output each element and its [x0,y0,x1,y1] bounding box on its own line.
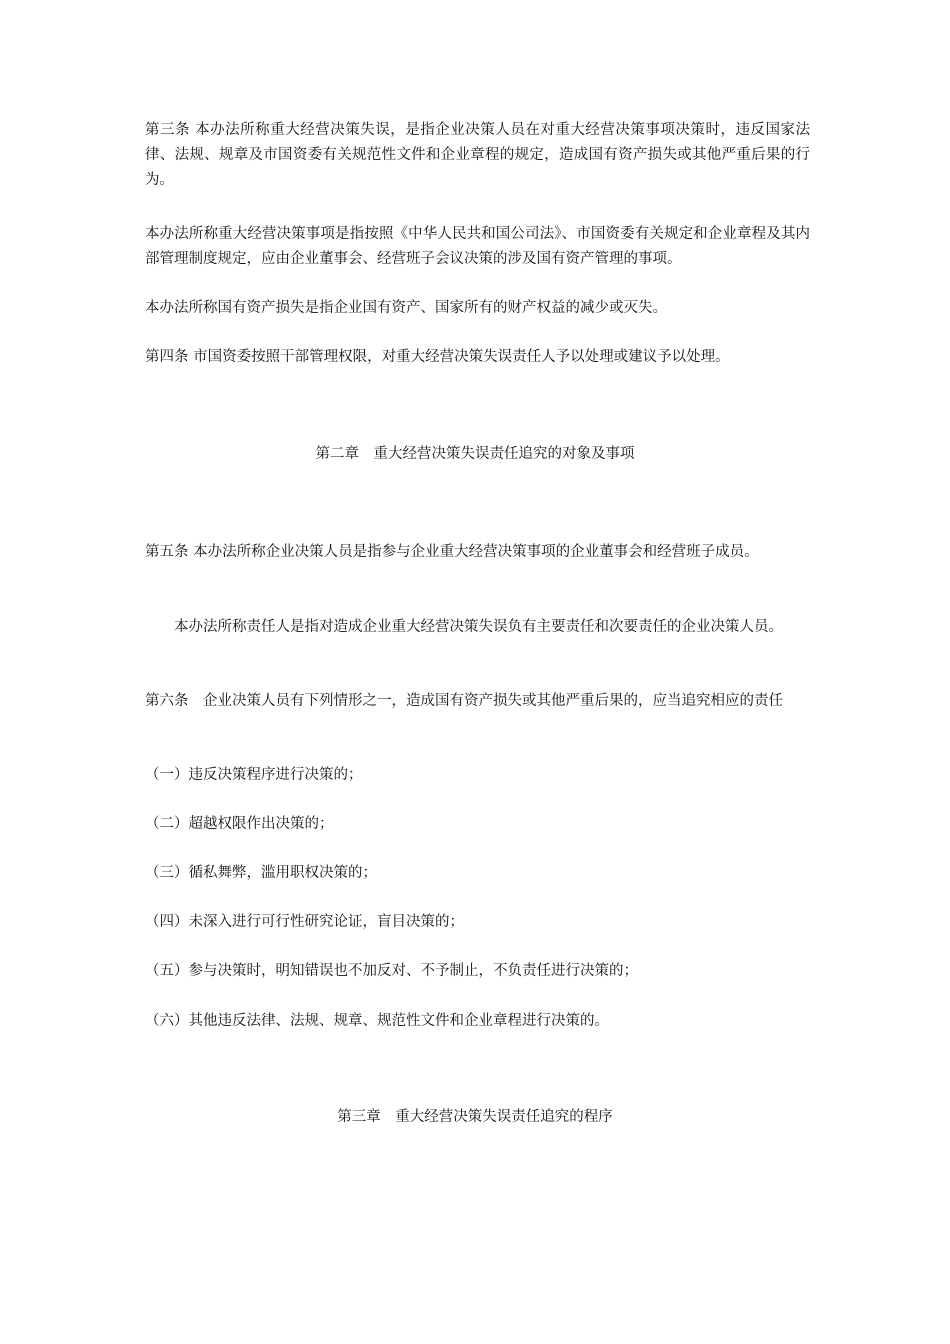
article-3-paragraph-1: 第三条 本办法所称重大经营决策失误，是指企业决策人员在对重大经营决策事项决策时，违反国家法律、法规、规章及市国资委有关规范性文件和企业章程的规定，造成国有资产损失或其他严重后果的行为。 [145,122,810,188]
article-4-paragraph: 第四条 市国资委按照干部管理权限，对重大经营决策失误责任人予以处理或建议予以处理。 [145,349,730,365]
list-item: （五）参与决策时，明知错误也不加反对、不予制止，不负责任进行决策的； [145,963,638,979]
article-3-paragraph-2: 本办法所称重大经营决策事项是指按照《中华人民共和国公司法》、市国资委有关规定和企业章程及其内部管理制度规定，应由企业董事会、经营班子会议决策的涉及国有资产管理的事项。 [145,226,810,267]
list-item: （四）未深入进行可行性研究论证，盲目决策的； [145,914,464,930]
list-item: （一）违反决策程序进行决策的； [145,767,363,783]
article-5-paragraph-2: 本办法所称责任人是指对造成企业重大经营决策失误负有主要责任和次要责任的企业决策人员。 [174,619,783,635]
list-item: （二）超越权限作出决策的； [145,816,334,832]
chapter-3-heading: 第三章 重大经营决策失误责任追究的程序 [337,1109,613,1125]
article-6-paragraph: 第六条 企业决策人员有下列情形之一，造成国有资产损失或其他严重后果的，应当追究相应的责任 [145,693,783,709]
article-3-paragraph-3: 本办法所称国有资产损失是指企业国有资产、国家所有的财产权益的减少或灭失。 [145,300,667,316]
list-item: （六）其他违反法律、法规、规章、规范性文件和企业章程进行决策的。 [145,1013,609,1029]
chapter-2-heading: 第二章 重大经营决策失误责任追究的对象及事项 [315,446,635,462]
article-5-paragraph-1: 第五条 本办法所称企业决策人员是指参与企业重大经营决策事项的企业董事会和经营班子成员。 [145,544,759,560]
list-item: （三）循私舞弊，滥用职权决策的； [145,865,377,881]
